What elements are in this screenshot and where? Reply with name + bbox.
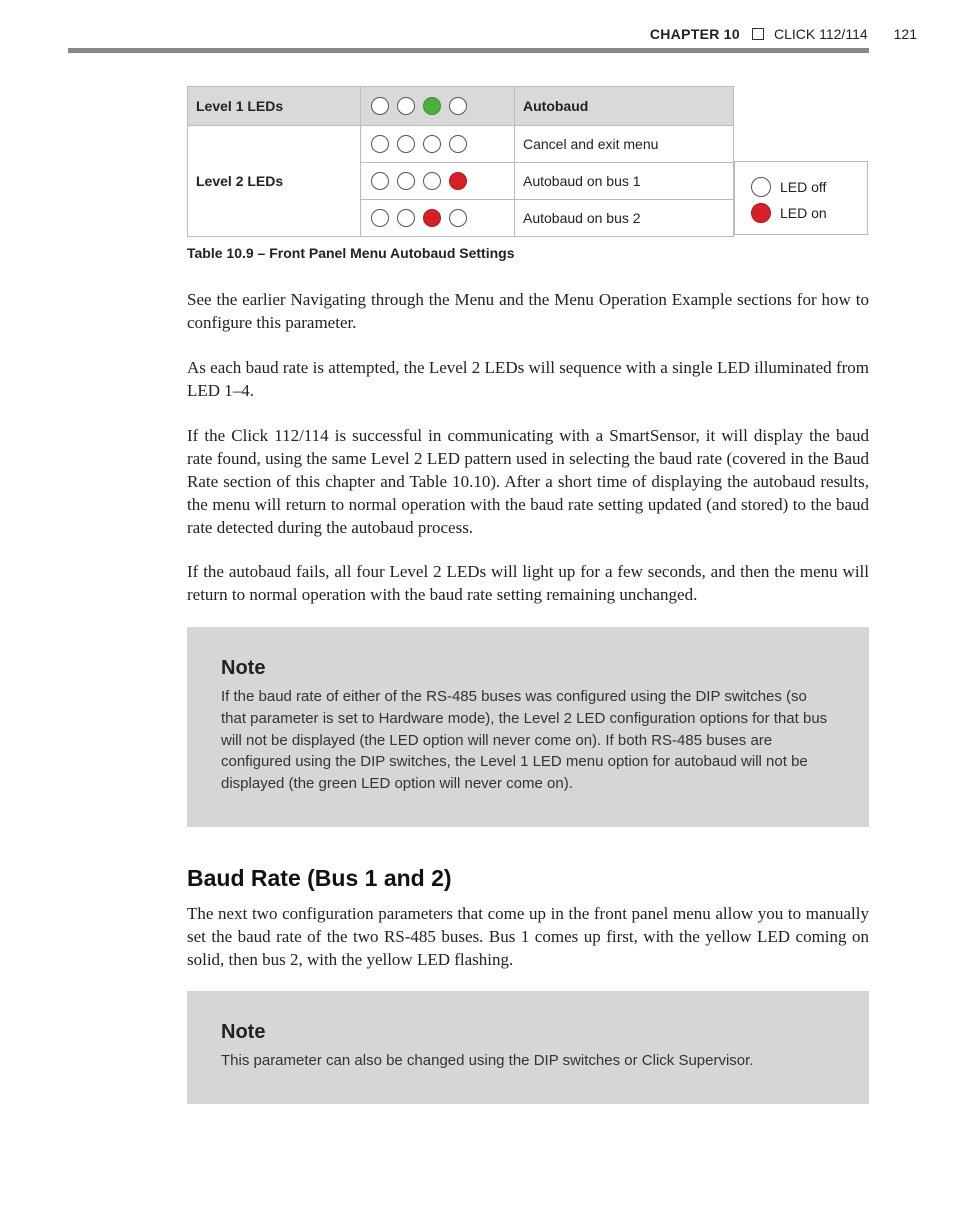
legend-off-label: LED off [780,179,827,195]
led-off-icon [449,209,467,227]
autobaud-led-table [187,86,734,237]
led-off-icon [449,97,467,115]
led-pattern [361,126,515,163]
led-pattern [361,87,515,126]
separator-box-icon [752,28,764,40]
led-off-icon [397,135,415,153]
page-header [68,26,917,42]
paragraph: If the Click 112/114 is successful in communicating with a SmartSensor, it will display the baud rate found, using the same Level 2 LED pattern used in selecting the baud rate (covered in the Baud Rate section of this chapter and Table 10.10). After a short time of displaying the autobaud results, the menu will return to normal operation with the baud rate setting updated (and stored) to the baud rate detected during the autobaud process. [187,426,869,537]
led-off-icon [751,177,771,197]
note-box [187,991,869,1104]
table-row [188,126,734,163]
action-label: Autobaud on bus 1 [515,163,734,200]
led-green-icon [423,97,441,115]
page-number: 121 [893,26,917,42]
chapter-label: CHAPTER 10 [649,26,740,42]
legend-row [751,200,867,226]
led-off-icon [371,209,389,227]
table-row [188,87,734,126]
header-rule [68,48,869,53]
note-text: If the baud rate of either of the RS-485 buses was configured using the DIP switches (so that parameter is set to Hardware mode), the Level 2 LED configuration options for that bus will not be displayed (the LED option will never come on). If both RS-485 buses are configured using the DIP switches, the Level 1 LED menu option for autobaud will not be displayed (the green LED option will never come on). [221,688,828,793]
led-off-icon [397,97,415,115]
paragraph: If the autobaud fails, all four Level 2 LEDs will light up for a few seconds, and then the menu will return to normal operation with the baud rate setting remaining unchanged. [187,562,869,604]
led-red-icon [423,209,441,227]
led-red-icon [449,172,467,190]
led-off-icon [371,172,389,190]
table-caption: Table 10.9 – Front Panel Menu Autobaud Settings [187,245,515,261]
level1-label: Level 1 LEDs [188,87,361,126]
action-label: Cancel and exit menu [515,126,734,163]
paragraph: The next two configuration parameters that come up in the front panel menu allow you to manually set the baud rate of the two RS-485 buses. Bus 1 comes up first, with the yellow LED coming on solid, then bus 2, with the yellow LED flashing. [187,904,869,969]
led-off-icon [449,135,467,153]
led-legend [734,161,868,235]
note-box [187,627,869,827]
led-off-icon [371,135,389,153]
led-pattern [361,200,515,237]
section-heading: Baud Rate (Bus 1 and 2) [187,865,452,891]
product-label: CLICK 112/114 [773,26,868,42]
action-label: Autobaud on bus 2 [515,200,734,237]
led-off-icon [397,209,415,227]
level2-label: Level 2 LEDs [188,126,361,237]
led-pattern [361,163,515,200]
led-off-icon [423,172,441,190]
led-off-icon [423,135,441,153]
note-title: Note [221,657,266,679]
paragraph: See the earlier Navigating through the Menu and the Menu Operation Example sections for how to configure this parameter. [187,290,869,332]
note-title: Note [221,1021,266,1043]
led-on-icon [751,203,771,223]
led-off-icon [371,97,389,115]
action-label: Autobaud [515,87,734,126]
legend-on-label: LED on [780,205,827,221]
note-text: This parameter can also be changed using the DIP switches or Click Supervisor. [221,1052,754,1069]
led-off-icon [397,172,415,190]
paragraph: As each baud rate is attempted, the Level 2 LEDs will sequence with a single LED illuminated from LED 1–4. [187,358,869,400]
legend-row [751,174,867,200]
